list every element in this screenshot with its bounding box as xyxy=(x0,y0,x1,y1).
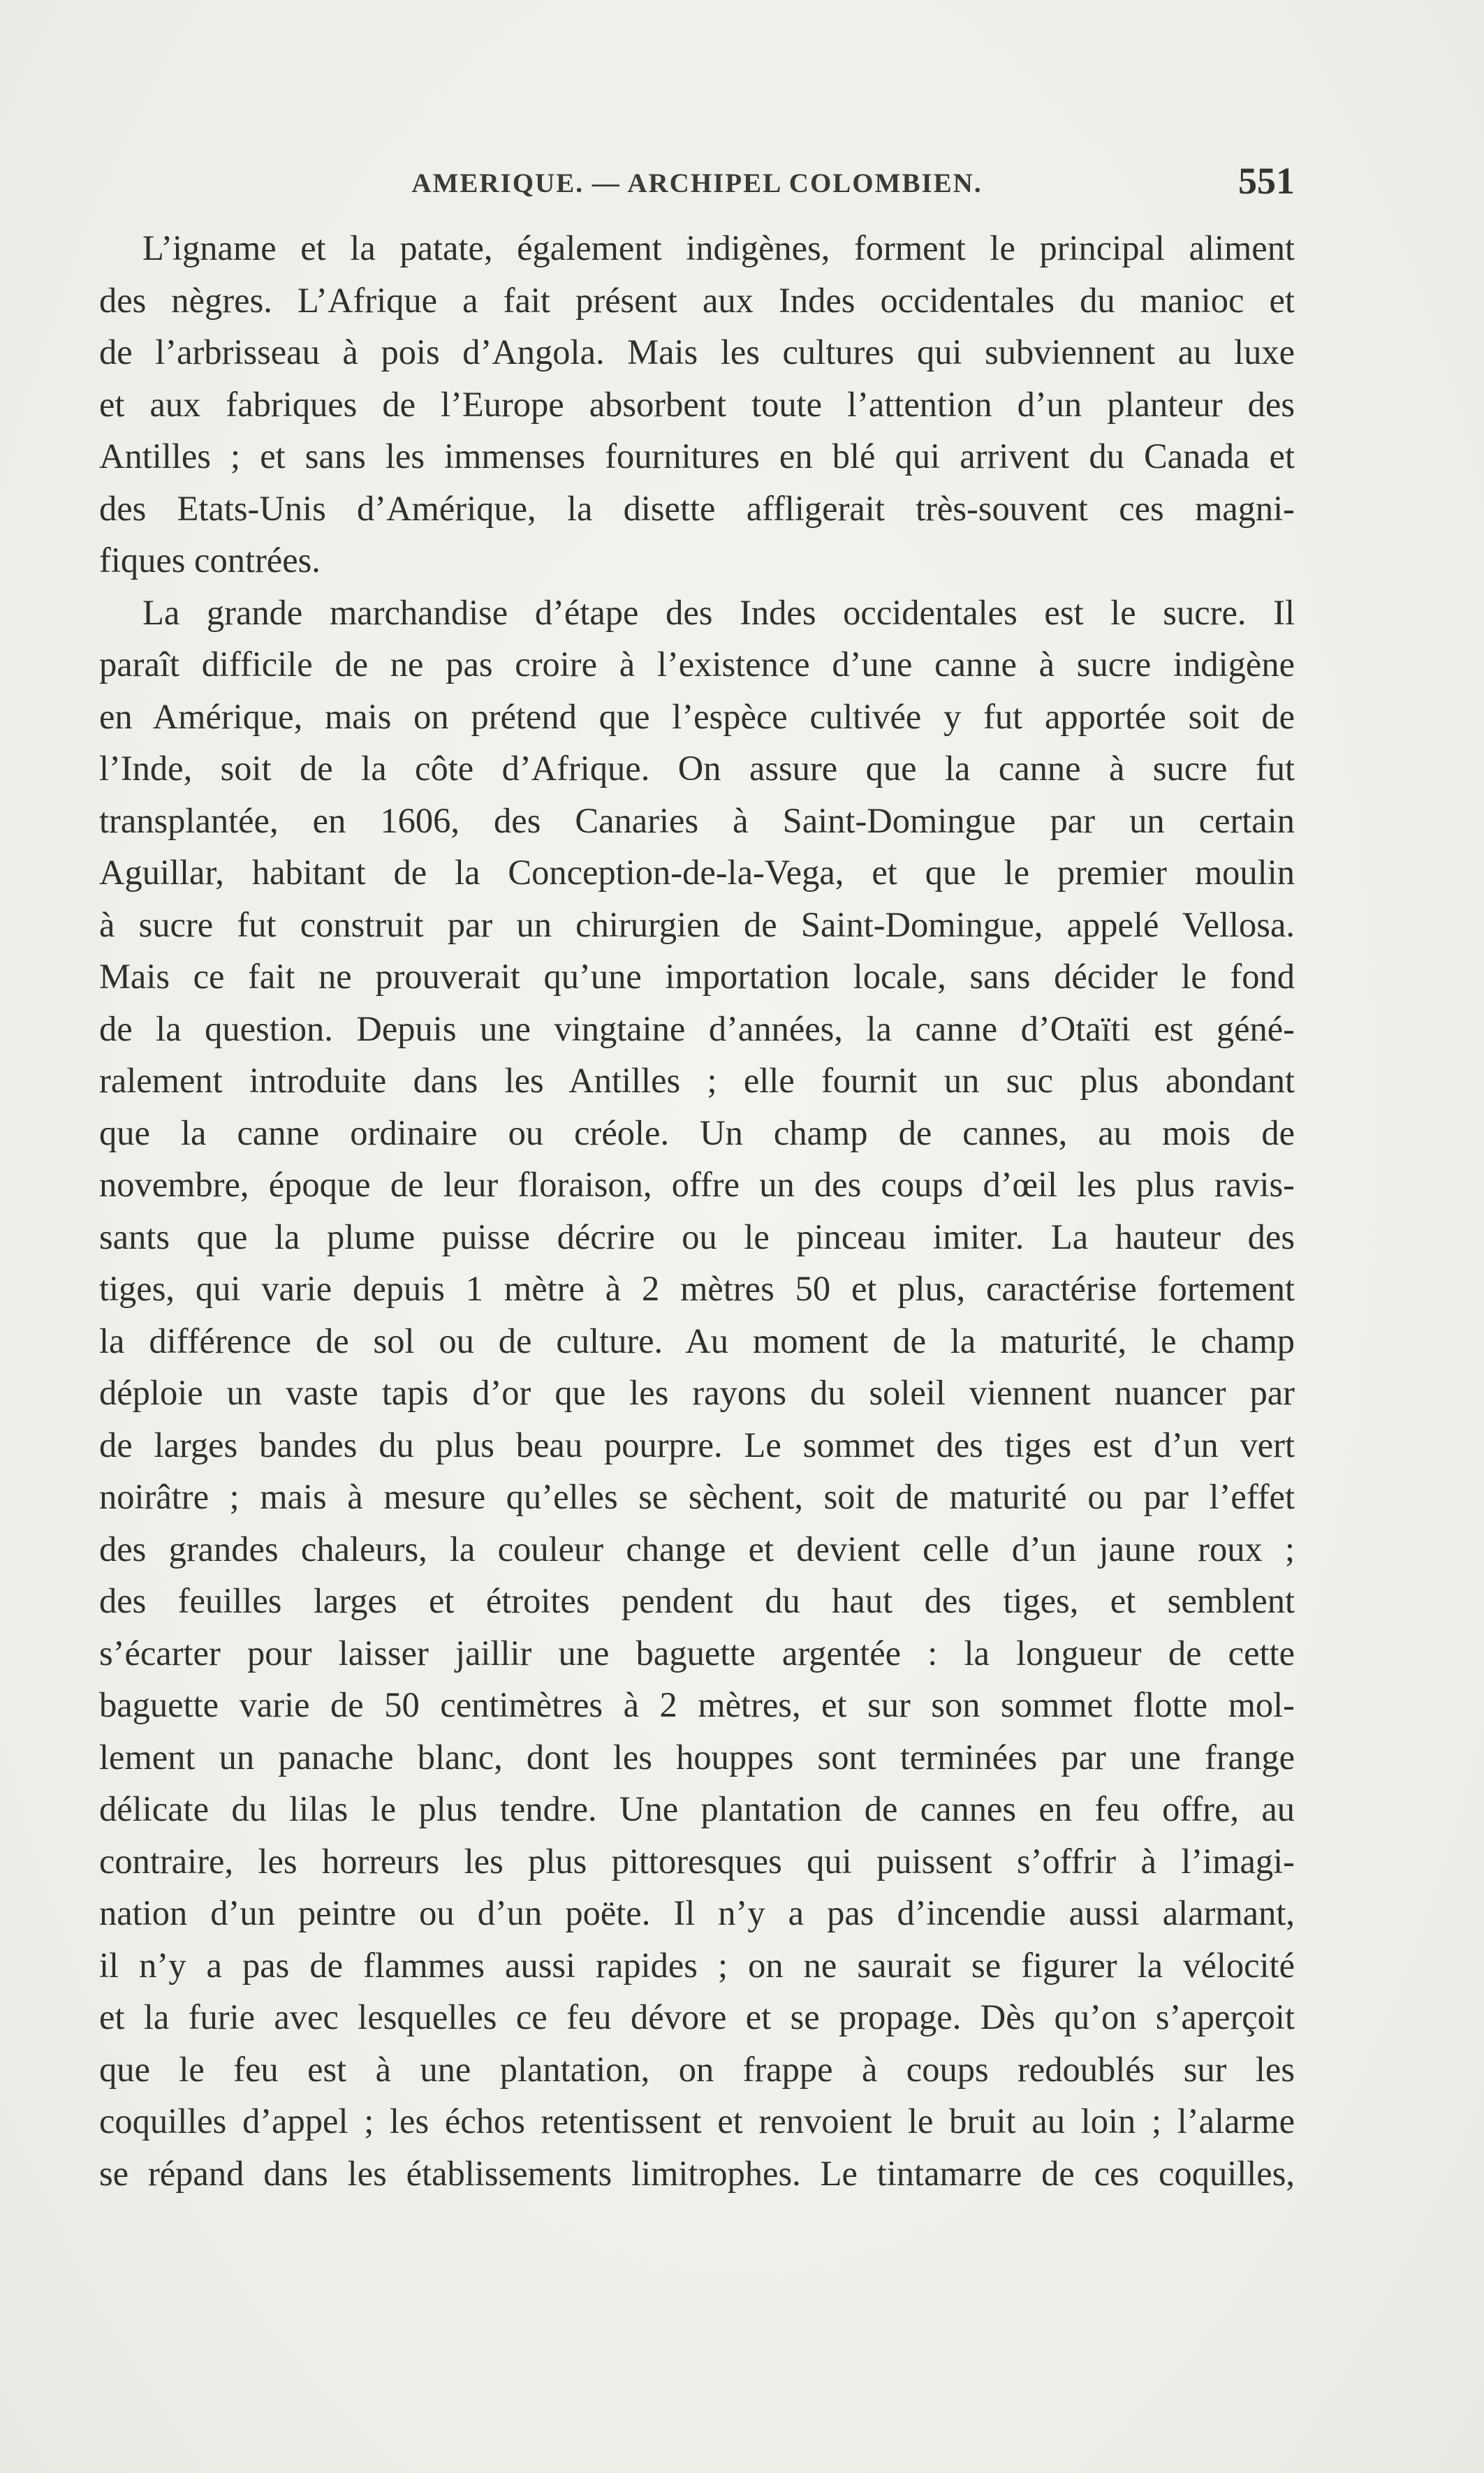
text-line: de la question. Depuis une vingtaine d’années, la canne d’Otaïti est géné- xyxy=(99,1008,1295,1048)
text-line: la différence de sol ou de culture. Au moment de la maturité, le champ xyxy=(99,1321,1295,1360)
text-line: coquilles d’appel ; les échos retentissent et renvoient le bruit au loin ; l’alarme xyxy=(99,2101,1295,2141)
text-line: nation d’un peintre ou d’un poëte. Il n’y a pas d’incendie aussi alarmant, xyxy=(99,1893,1295,1932)
text-line: fiques contrées. xyxy=(99,541,321,580)
running-head-title: AMERIQUE. — ARCHIPEL COLOMBIEN. xyxy=(411,168,983,198)
text-line: des Etats-Unis d’Amérique, la disette affligerait très-souvent ces magni- xyxy=(99,488,1295,528)
text-line: sants que la plume puisse décrire ou le pinceau imiter. La hauteur des xyxy=(99,1217,1295,1256)
text-line: paraît difficile de ne pas croire à l’existence d’une canne à sucre indigène xyxy=(99,645,1295,684)
text-line: Antilles ; et sans les immenses fournitures en blé qui arrivent du Canada et xyxy=(99,436,1295,476)
text-line: s’écarter pour laisser jaillir une baguette argentée : la longueur de cette xyxy=(99,1633,1295,1673)
text-line: de larges bandes du plus beau pourpre. Le sommet des tiges est d’un vert xyxy=(99,1425,1295,1465)
text-line: Mais ce fait ne prouverait qu’une importation locale, sans décider le fond xyxy=(99,957,1295,996)
text-line: tiges, qui varie depuis 1 mètre à 2 mètres 50 et plus, caractérise fortement xyxy=(99,1269,1295,1308)
text-line: L’igname et la patate, également indigènes, forment le principal aliment xyxy=(142,228,1295,267)
text-line: déploie un vaste tapis d’or que les rayons du soleil viennent nuancer par xyxy=(99,1373,1295,1412)
text-line: et aux fabriques de l’Europe absorbent toute l’attention d’un planteur des xyxy=(99,384,1295,424)
text-line: La grande marchandise d’étape des Indes occidentales est le sucre. Il xyxy=(142,592,1295,632)
text-line: en Amérique, mais on prétend que l’espèce cultivée y fut apportée soit de xyxy=(99,696,1295,736)
running-head xyxy=(99,159,1295,215)
text-line: novembre, époque de leur floraison, offre un des coups d’œil les plus ravis- xyxy=(99,1165,1295,1204)
text-line: de l’arbrisseau à pois d’Angola. Mais les cultures qui subviennent au luxe xyxy=(99,332,1295,372)
text-line: se répand dans les établissements limitrophes. Le tintamarre de ces coquilles, xyxy=(99,2153,1295,2193)
text-line: des nègres. L’Afrique a fait présent aux Indes occidentales du manioc et xyxy=(99,280,1295,320)
paragraph-2 xyxy=(99,587,1295,2200)
page-number: 551 xyxy=(1238,160,1295,202)
body-text xyxy=(99,222,1295,2199)
text-line: l’Inde, soit de la côte d’Afrique. On assure que la canne à sucre fut xyxy=(99,749,1295,788)
text-line: des grandes chaleurs, la couleur change et devient celle d’un jaune roux ; xyxy=(99,1529,1295,1569)
text-line: à sucre fut construit par un chirurgien de Saint-Domingue, appelé Vellosa. xyxy=(99,904,1295,944)
text-line: Aguillar, habitant de la Conception-de-la-Vega, et que le premier moulin xyxy=(99,853,1295,892)
text-line: il n’y a pas de flammes aussi rapides ; on ne saurait se figurer la vélocité xyxy=(99,1945,1295,1985)
text-line: et la furie avec lesquelles ce feu dévore et se propage. Dès qu’on s’aperçoit xyxy=(99,1997,1295,2037)
text-line: délicate du lilas le plus tendre. Une plantation de cannes en feu offre, au xyxy=(99,1789,1295,1828)
text-line: que le feu est à une plantation, on frappe à coups redoublés sur les xyxy=(99,2049,1295,2089)
text-line: que la canne ordinaire ou créole. Un champ de cannes, au mois de xyxy=(99,1113,1295,1152)
text-line: baguette varie de 50 centimètres à 2 mètres, et sur son sommet flotte mol- xyxy=(99,1685,1295,1724)
paragraph-1 xyxy=(99,222,1295,587)
text-line: noirâtre ; mais à mesure qu’elles se sèchent, soit de maturité ou par l’effet xyxy=(99,1477,1295,1516)
text-line: des feuilles larges et étroites pendent du haut des tiges, et semblent xyxy=(99,1581,1295,1620)
text-line: lement un panache blanc, dont les houppes sont terminées par une frange xyxy=(99,1737,1295,1777)
text-line: contraire, les horreurs les plus pittoresques qui puissent s’offrir à l’imagi- xyxy=(99,1841,1295,1881)
text-line: ralement introduite dans les Antilles ; elle fournit un suc plus abondant xyxy=(99,1061,1295,1100)
text-line: transplantée, en 1606, des Canaries à Saint-Domingue par un certain xyxy=(99,800,1295,840)
